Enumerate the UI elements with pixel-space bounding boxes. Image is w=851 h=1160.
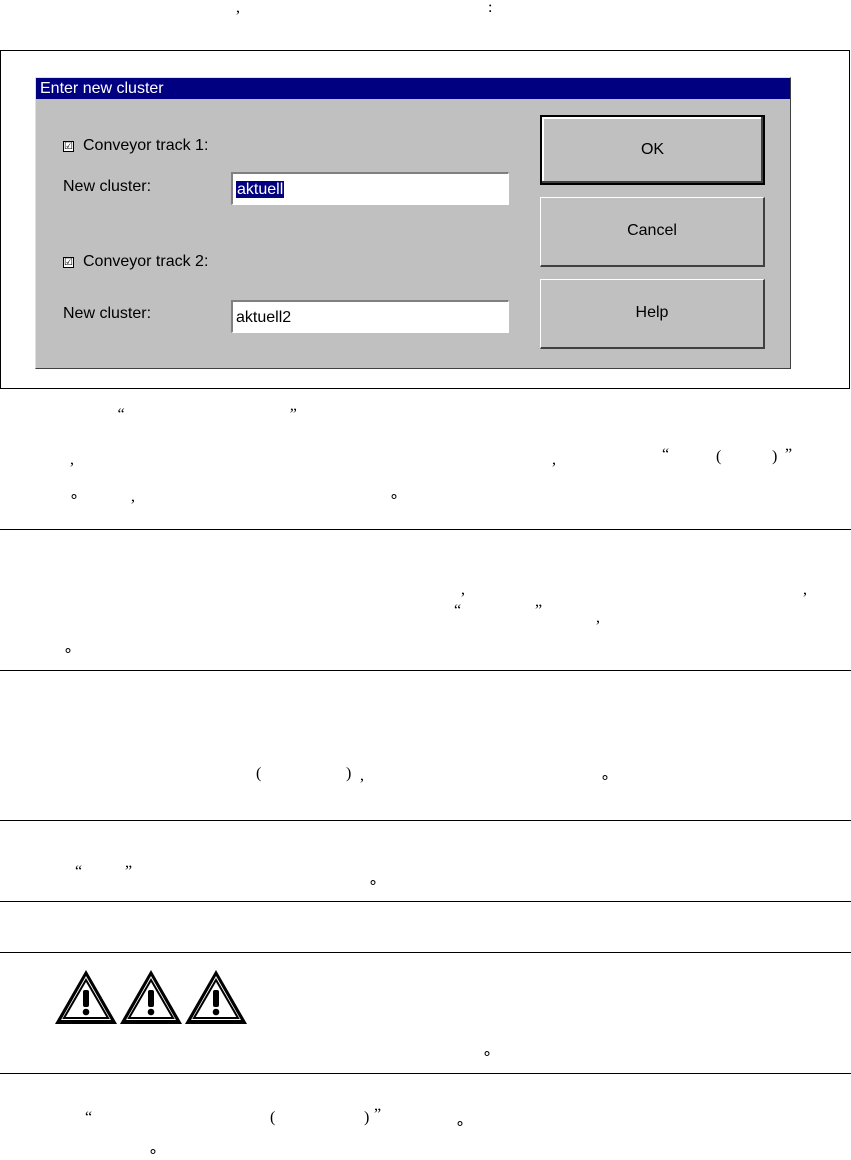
divider <box>0 952 851 953</box>
enter-new-cluster-dialog <box>35 77 791 369</box>
ok-button[interactable]: OK <box>540 115 765 185</box>
divider <box>0 529 851 530</box>
conveyor-track-1-checkbox[interactable]: ☑ <box>64 141 73 152</box>
new-cluster-1-label: New cluster: <box>63 178 152 195</box>
warning-triangle-icon <box>118 968 184 1026</box>
warning-triangle-icon <box>183 968 249 1026</box>
conveyor-track-1-label: Conveyor track 1: <box>83 137 209 154</box>
dialog-title: Enter new cluster <box>36 78 790 99</box>
divider <box>0 670 851 671</box>
help-button[interactable]: Help <box>540 279 765 349</box>
warning-icons <box>53 968 249 1028</box>
conveyor-track-2-checkbox[interactable]: ☑ <box>64 257 73 268</box>
new-cluster-1-value: aktuell <box>237 181 284 198</box>
divider <box>0 1073 851 1074</box>
new-cluster-1-input[interactable] <box>231 172 509 205</box>
conveyor-track-2-label: Conveyor track 2: <box>83 253 209 270</box>
cancel-button[interactable]: Cancel <box>540 197 765 267</box>
new-cluster-2-label: New cluster: <box>63 305 152 322</box>
new-cluster-2-input[interactable] <box>231 300 509 333</box>
screenshot-frame <box>0 50 850 389</box>
new-cluster-2-value: aktuell2 <box>236 309 292 326</box>
warning-triangle-icon <box>53 968 119 1026</box>
divider <box>0 901 851 902</box>
divider <box>0 820 851 821</box>
